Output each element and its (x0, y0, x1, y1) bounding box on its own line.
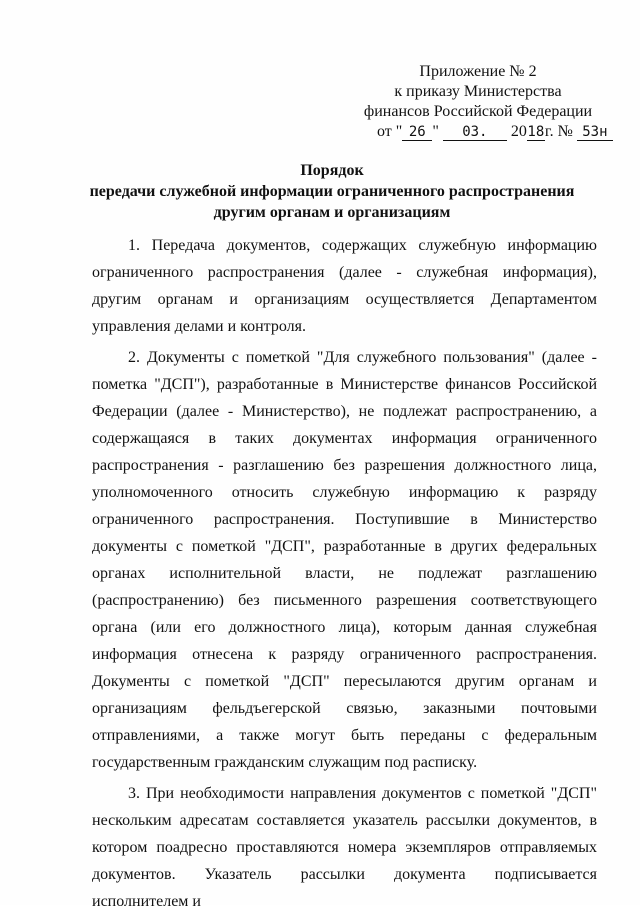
title-line-1: Порядок (300, 162, 364, 179)
number-prefix: г. № (544, 123, 573, 140)
date-prefix: от " (377, 123, 403, 140)
paragraph-2: 2. Документы с пометкой "Для служебного пользования" (далее - пометка "ДСП"), разработанные в Министерстве финансов Российской Федерации (далее - Министерство), не подлежат распространению, а содержащаяся в таких документах информация ограниченного распространения - разглашению без разрешения должностного лица, уполномоченного относить служебную информацию к разряду ограниченного распространения. Поступившие в Министерство документы с пометкой "ДСП", разработанные в других федеральных органах исполнительной власти, не подлежат разглашению (распространению) без письменного разрешения соответствующего органа (или его должностного лица), которым данная служебная информация отнесена к разряду ограниченного распространения. Документы с пометкой "ДСП" пересылаются другим органам и организациям фельдъегерской связью, заказными почтовыми отправлениями, а также могут быть переданы с федеральным государственным гражданским служащим под расписку. (92, 349, 597, 771)
paragraph-3: 3. При необходимости направления документов с пометкой "ДСП" нескольким адресатам составляется указатель рассылки документов, в котором поадресно проставляются номера экземпляров отправляемых документов. Указатель рассылки документа подписывается исполнителем и (92, 785, 597, 910)
handwritten-order-number: 53н (577, 124, 613, 141)
appendix-date-line (360, 122, 608, 142)
appendix-header (360, 62, 608, 142)
title-line-2: передачи служебной информации ограниченного распространения (89, 183, 575, 200)
handwritten-day: 26 (402, 124, 432, 141)
year-prefix: 20 (510, 123, 527, 140)
appendix-number: Приложение № 2 (419, 63, 537, 80)
handwritten-year: 18 (527, 124, 545, 140)
appendix-order-reference: к приказу Министерства (394, 83, 562, 100)
date-quote-close: " (432, 123, 439, 140)
paragraph-1: 1. Передача документов, содержащих служебную информацию ограниченного распространения (далее - служебная информация), другим органам и организациям осуществляется Департаментом управления делами и контроля. (92, 237, 597, 335)
appendix-ministry: финансов Российской Федерации (363, 103, 593, 120)
document-body (92, 232, 597, 919)
title-line-3: другим органам и организациям (213, 204, 451, 221)
handwritten-month: 03. (443, 124, 507, 141)
document-title (60, 160, 604, 223)
